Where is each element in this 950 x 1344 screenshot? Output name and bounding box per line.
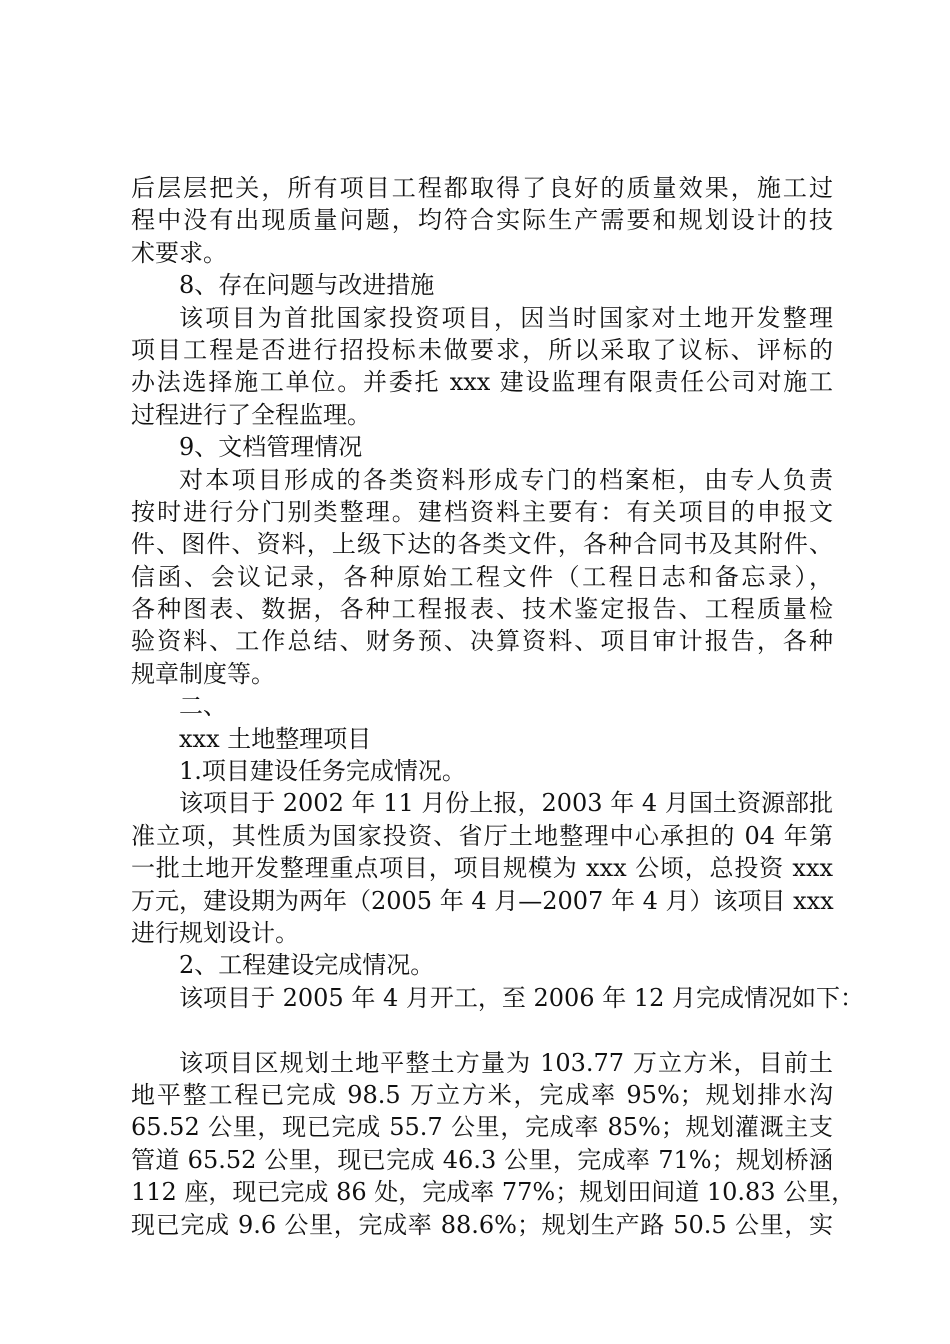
paragraph-line: 地平整工程已完成 98.5 万立方米，完成率 95%；规划排水沟 (131, 1080, 833, 1109)
paragraph-line: 办法选择施工单位。并委托 xxx 建设监理有限责任公司对施工 (131, 368, 833, 397)
section-heading: 8、存在问题与改进措施 (179, 271, 435, 300)
paragraph-line: 规章制度等。 (131, 659, 275, 688)
paragraph-line: 各种图表、数据，各种工程报表、技术鉴定报告、工程质量检 (131, 595, 833, 624)
paragraph-line: 该项目于 2002 年 11 月份上报，2003 年 4 月国土资源部批 (179, 789, 833, 818)
section-heading: 9、文档管理情况 (179, 433, 363, 462)
section-heading: 2、工程建设完成情况。 (179, 951, 435, 980)
section-heading: 1.项目建设任务完成情况。 (179, 757, 466, 786)
paragraph-line: 万元，建设期为两年（2005 年 4 月—2007 年 4 月）该项目 xxx (131, 886, 834, 915)
paragraph-line: 一批土地开发整理重点项目，项目规模为 xxx 公顷，总投资 xxx (131, 854, 833, 883)
paragraph-line: 项目工程是否进行招投标未做要求，所以采取了议标、评标的 (131, 335, 833, 364)
paragraph-line: 对本项目形成的各类资料形成专门的档案柜，由专人负责 (179, 465, 833, 494)
paragraph-line: 术要求。 (131, 238, 227, 267)
paragraph-line: 现已完成 9.6 公里，完成率 88.6%；规划生产路 50.5 公里，实 (131, 1210, 833, 1239)
paragraph-line: 验资料、工作总结、财务预、决算资料、项目审计报告，各种 (131, 627, 833, 656)
paragraph-line: 该项目为首批国家投资项目，因当时国家对土地开发整理 (179, 303, 833, 332)
paragraph-line: 管道 65.52 公里，现已完成 46.3 公里，完成率 71%；规划桥涵 (131, 1145, 833, 1174)
paragraph-line: 件、图件、资料，上级下达的各类文件，各种合同书及其附件、 (131, 530, 833, 559)
section-heading: xxx 土地整理项目 (179, 724, 372, 753)
paragraph-line: 该项目区规划土地平整土方量为 103.77 万立方米，目前土 (179, 1048, 833, 1077)
paragraph-line: 准立项，其性质为国家投资、省厅土地整理中心承担的 04 年第 (131, 821, 833, 850)
paragraph-line: 该项目于 2005 年 4 月开工，至 2006 年 12 月完成情况如下： (179, 983, 864, 1012)
paragraph-line: 112 座，现已完成 86 处，完成率 77%；规划田间道 10.83 公里， (131, 1178, 856, 1207)
document-body (131, 172, 864, 1241)
paragraph-line: 按时进行分门别类整理。建档资料主要有：有关项目的申报文 (131, 497, 833, 526)
paragraph-line: 65.52 公里，现已完成 55.7 公里，完成率 85%；规划灌溉主支 (131, 1113, 833, 1142)
section-heading: 二、 (179, 692, 227, 721)
paragraph-line: 进行规划设计。 (131, 918, 299, 947)
paragraph-line: 信函、会议记录，各种原始工程文件（工程日志和备忘录）， (131, 562, 833, 591)
paragraph-line: 后层层把关，所有项目工程都取得了良好的质量效果，施工过 (131, 174, 833, 202)
blank-line (131, 1014, 833, 1046)
paragraph-line: 程中没有出现质量问题，均符合实际生产需要和规划设计的技 (131, 206, 833, 235)
paragraph-line: 过程进行了全程监理。 (131, 400, 371, 429)
